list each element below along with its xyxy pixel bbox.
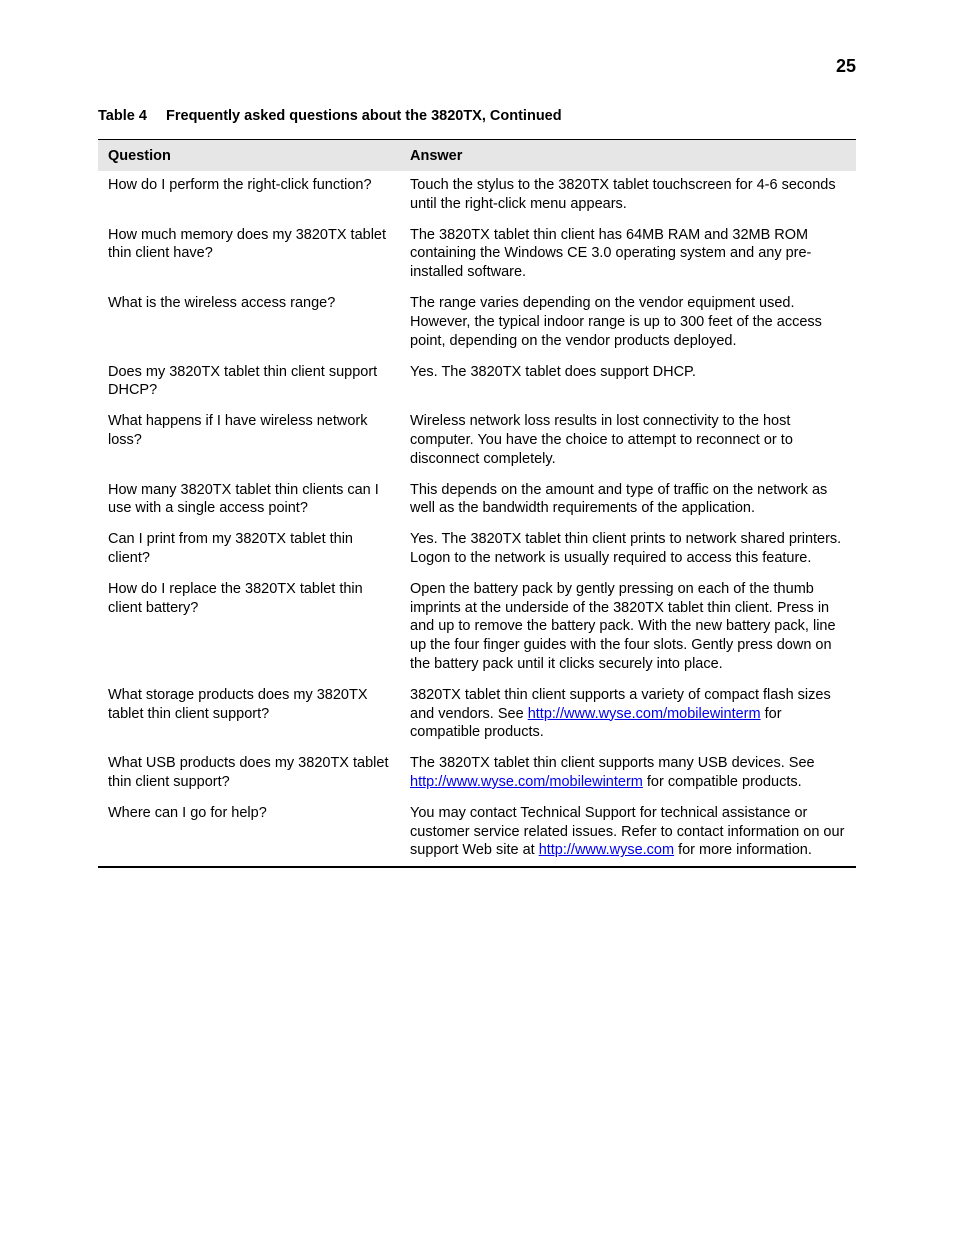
table-number: Table 4 (98, 108, 147, 124)
answer-cell (410, 481, 856, 518)
question-cell: How do I replace the 3820TX tablet thin client battery? (108, 581, 363, 616)
question-cell: How do I perform the right-click function? (108, 177, 372, 193)
table-row (98, 754, 856, 791)
table-row (98, 363, 856, 400)
answer-text: for more information. (674, 842, 812, 859)
table-caption (98, 108, 562, 124)
table-row (98, 294, 856, 350)
page-number: 25 (835, 56, 856, 76)
question-cell: What USB products does my 3820TX tablet thin client support? (108, 755, 389, 790)
answer-text: The 3820TX tablet thin client has 64MB RAM and 32MB ROM containing the Windows CE 3.0 operating system and any pre-installed software. (410, 226, 812, 281)
answer-text: The range varies depending on the vendor equipment used. However, the typical indoor range is up to 300 feet of the access point, depending on the vendor products deployed. (410, 295, 822, 349)
answer-text: You may contact Technical Support for technical assistance or customer service related issues. Refer to contact information on our support Web site at (410, 804, 845, 859)
question-cell: What happens if I have wireless network loss? (108, 413, 368, 448)
answer-cell (410, 226, 856, 282)
answer-cell (410, 176, 856, 213)
answer-cell (410, 530, 856, 567)
table-row (98, 412, 856, 468)
table-row (98, 226, 856, 282)
faq-table (98, 139, 856, 868)
question-cell: How much memory does my 3820TX tablet thin client have? (108, 226, 387, 262)
table-row (98, 580, 856, 674)
answer-text: This depends on the amount and type of traffic on the network as well as the bandwidth requirements of the application. (410, 481, 828, 517)
support-link[interactable]: http://www.wyse.com (538, 842, 675, 859)
header-answer: Answer (410, 147, 463, 164)
answer-cell (410, 580, 856, 674)
answer-text: Wireless network loss results in lost connectivity to the host computer. You have the choice to attempt to reconnect or to disconnect completely. (410, 413, 793, 467)
answer-text: Touch the stylus to the 3820TX tablet touchscreen for 4-6 seconds until the right-click menu appears. (410, 177, 836, 212)
question-cell: What is the wireless access range? (108, 295, 336, 312)
answer-cell (410, 294, 856, 350)
answer-text: Yes. The 3820TX tablet thin client prints to network shared printers. Logon to the network is usually required to access this feature. (410, 531, 842, 567)
answer-text: Open the battery pack by gently pressing on each of the thumb imprints at the underside of the 3820TX tablet thin client. Press in and up to remove the battery pack. With the new battery pack, line up the four finger guides with the four slots. Gently press down on the battery pack until it clicks securely into place. (410, 581, 836, 672)
table-row (98, 804, 856, 860)
question-cell: Can I print from my 3820TX tablet thin client? (108, 531, 353, 567)
question-cell: Does my 3820TX tablet thin client support DHCP? (108, 363, 378, 399)
table-row (98, 481, 856, 518)
answer-cell (410, 363, 856, 400)
answer-cell (410, 804, 856, 860)
answer-text: The 3820TX tablet thin client supports many USB devices. See (410, 755, 815, 772)
answer-cell (410, 412, 856, 468)
header-question: Question (108, 147, 171, 164)
answer-cell (410, 686, 856, 742)
table-row (98, 686, 856, 742)
table-row (98, 176, 856, 213)
table-body (98, 171, 856, 866)
table-header (98, 140, 856, 171)
support-link[interactable]: http://www.wyse.com/mobilewinterm (410, 773, 643, 790)
support-link[interactable]: http://www.wyse.com/mobilewinterm (527, 705, 761, 722)
answer-cell (410, 754, 856, 791)
table-row (98, 530, 856, 567)
answer-text: 3820TX tablet thin client supports a variety of compact flash sizes and vendors. See (410, 686, 831, 722)
answer-text: Yes. The 3820TX tablet does support DHCP. (410, 363, 696, 380)
table-title: Frequently asked questions about the 3820TX, Continued (166, 108, 562, 124)
answer-text: for compatible products. (642, 773, 802, 790)
question-cell: How many 3820TX tablet thin clients can I use with a single access point? (108, 481, 379, 517)
question-cell: Where can I go for help? (108, 804, 267, 821)
question-cell: What storage products does my 3820TX tablet thin client support? (108, 686, 368, 722)
answer-text: for compatible products. (410, 705, 782, 741)
